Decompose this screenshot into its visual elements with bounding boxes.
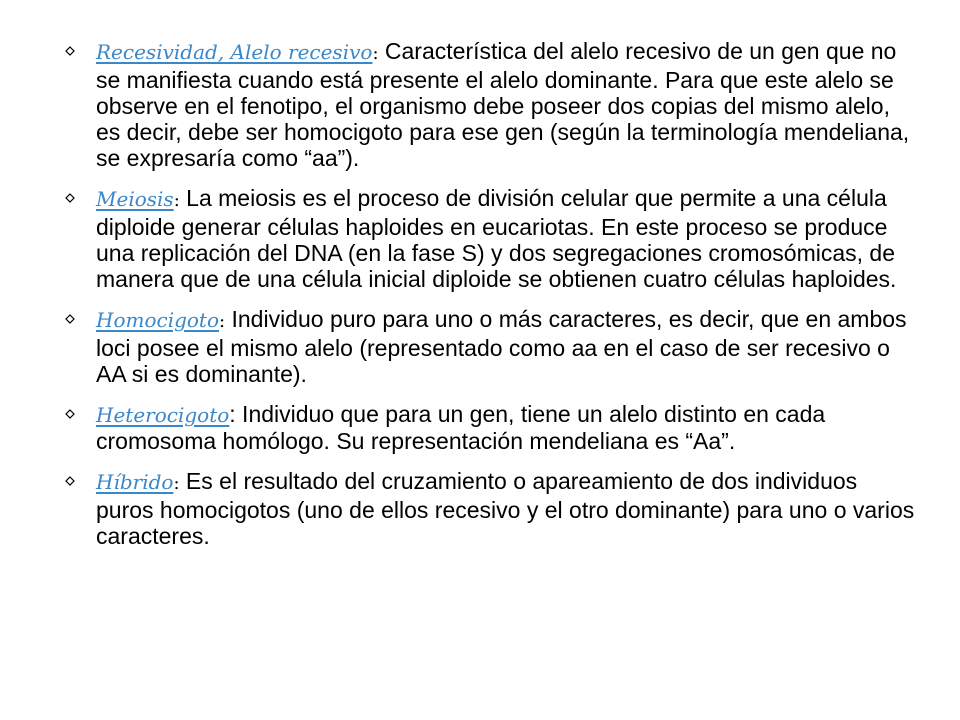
term-definition: Individuo puro para uno o más caracteres, es decir, que en ambos loci posee el mismo alelo (representado como aa en el caso de ser recesivo o AA si es dominante). (96, 306, 907, 387)
glossary-list (60, 38, 920, 563)
term-definition: Individuo que para un gen, tiene un alelo distinto en cada cromosoma homólogo. Su representación mendeliana es “Aa”. (96, 401, 826, 454)
term-link-heterocigoto[interactable]: Heterocigoto (96, 403, 230, 427)
glossary-item-heterocigoto (60, 401, 920, 454)
glossary-item-homocigoto (60, 306, 920, 387)
term-link-meiosis[interactable]: Meiosis (96, 187, 174, 211)
diamond-bullet-icon (64, 403, 76, 425)
term-separator: : (219, 311, 226, 332)
term-definition: Característica del alelo recesivo de un gen que no se manifiesta cuando está presente el alelo dominante. Para que este alelo se observe en el fenotipo, el organismo debe poseer dos copias del mismo alelo, es decir, debe ser homocigoto para ese gen (según la terminología mendeliana, se expresaría como “aa”). (96, 38, 910, 171)
term-separator: : (173, 190, 180, 211)
glossary-item-hibrido (60, 468, 920, 549)
term-definition: La meiosis es el proceso de división celular que permite a una célula diploide generar células haploides en eucariotas. En este proceso se produce una replicación del DNA (en la fase S) y dos segregaciones cromosómicas, de manera que de una célula inicial diploide se obtienen cuatro células haploides. (96, 185, 897, 292)
term-link-recesividad[interactable]: Recesividad, Alelo recesivo (96, 40, 373, 64)
diamond-bullet-icon (64, 187, 76, 209)
term-separator: : (173, 473, 180, 494)
term-link-homocigoto[interactable]: Homocigoto (96, 308, 220, 332)
diamond-bullet-icon (64, 470, 76, 492)
diamond-bullet-icon (64, 308, 76, 330)
term-separator: : (372, 43, 379, 64)
diamond-bullet-icon (64, 40, 76, 62)
term-separator: : (229, 401, 236, 427)
glossary-item-recesividad (60, 38, 920, 171)
term-definition: Es el resultado del cruzamiento o apareamiento de dos individuos puros homocigotos (uno de ellos recesivo y el otro dominante) para uno o varios caracteres. (96, 468, 915, 549)
glossary-item-meiosis (60, 185, 920, 292)
term-link-hibrido[interactable]: Híbrido (96, 470, 174, 494)
